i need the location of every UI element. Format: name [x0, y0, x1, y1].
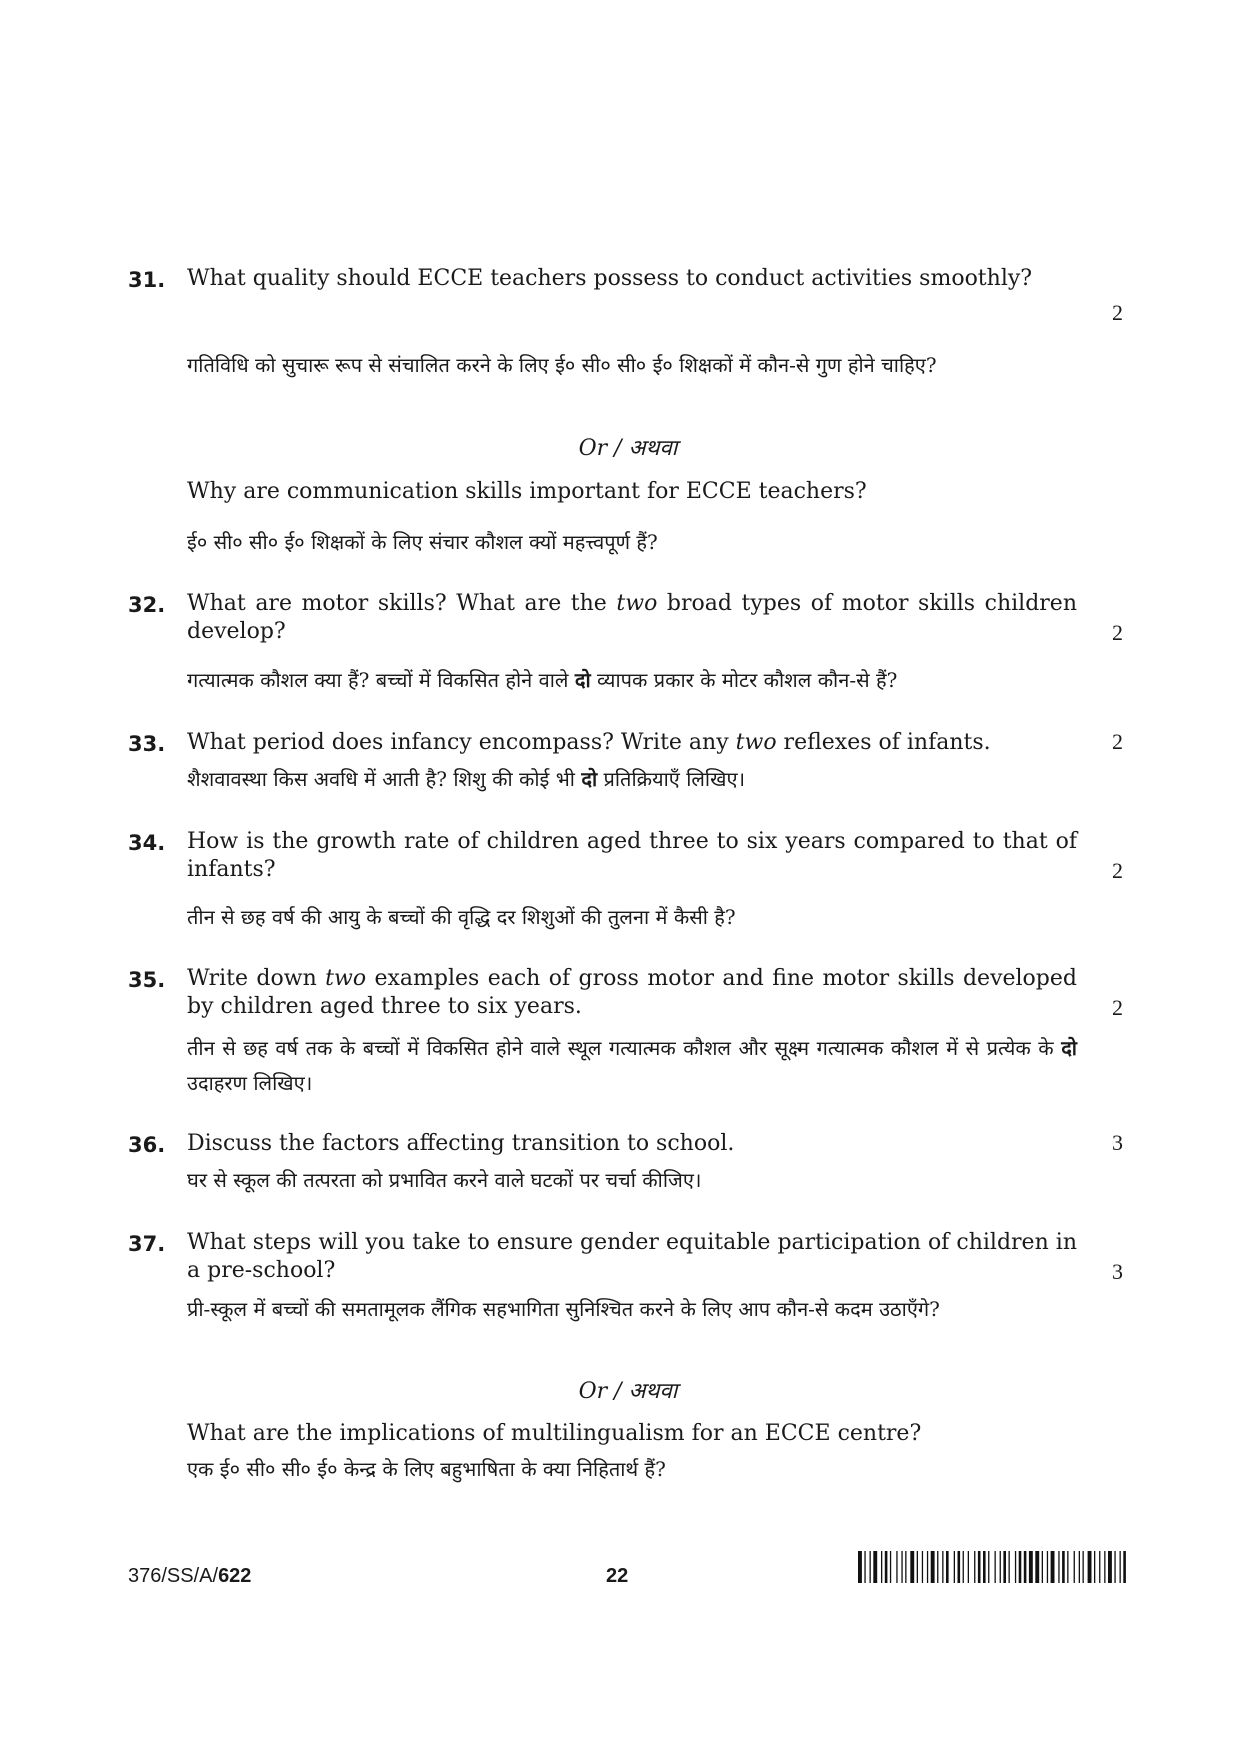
marks: 2 — [1112, 729, 1123, 754]
alt-question-text-en: Why are communication skills important for ECCE teachers? — [187, 479, 867, 504]
question-text-en: Discuss the factors affecting transition to school. — [187, 1131, 735, 1156]
question-text-hi: गत्यात्मक कौशल क्या हैं? बच्चों में विकसित होने वाले दो व्यापक प्रकार के मोटर कौशल कौन-से हैं? — [187, 668, 898, 692]
question-number: 32. — [128, 593, 166, 617]
marks: 2 — [1112, 995, 1123, 1020]
question-text-en: How is the growth rate of children aged three to six years compared to that of infants? — [187, 829, 1077, 882]
question-text-hi: प्री-स्कूल में बच्चों की समतामूलक लैंगिक सहभागिता सुनिश्चित करने के लिए आप कौन-से कदम उठाएँगे? — [187, 1297, 940, 1321]
question-text-hi: गतिविधि को सुचारू रूप से संचालित करने के लिए ई० सी० सी० ई० शिक्षकों में कौन-से गुण होने चाहिए? — [187, 353, 937, 377]
alt-question-text-en: What are the implications of multilingualism for an ECCE centre? — [187, 1421, 922, 1446]
emphasis: two — [325, 966, 367, 991]
marks: 2 — [1112, 620, 1123, 645]
or-label: Or / अथवा — [578, 436, 678, 461]
alt-question-text-hi: ई० सी० सी० ई० शिक्षकों के लिए संचार कौशल क्यों महत्त्वपूर्ण हैं? — [187, 530, 658, 554]
marks: 3 — [1112, 1259, 1123, 1284]
question-text-en: Write down two examples each of gross motor and fine motor skills developed by children aged three to six years. — [187, 966, 1077, 1019]
marks: 3 — [1112, 1130, 1123, 1155]
question-text-en: What are motor skills? What are the two broad types of motor skills children develop? — [187, 591, 1077, 644]
question-number: 31. — [128, 268, 166, 292]
question-text-hi: घर से स्कूल की तत्परता को प्रभावित करने वाले घटकों पर चर्चा कीजिए। — [187, 1168, 702, 1192]
question-number: 34. — [128, 831, 166, 855]
question-text-en: What period does infancy encompass? Write any two reflexes of infants. — [187, 730, 991, 755]
question-text-hi: तीन से छह वर्ष की आयु के बच्चों की वृद्धि दर शिशुओं की तुलना में कैसी है? — [187, 905, 736, 929]
page-number: 22 — [606, 1565, 629, 1587]
marks: 2 — [1112, 300, 1123, 325]
question-text-hi: तीन से छह वर्ष तक के बच्चों में विकसित होने वाले स्थूल गत्यात्मक कौशल और सूक्ष्म गत्यात्मक कौशल में से प्रत्येक के दो उदाहरण लिखिए। — [187, 1036, 1077, 1095]
emphasis: two — [616, 591, 658, 616]
question-text-en: What steps will you take to ensure gender equitable participation of children in a pre-school? — [187, 1230, 1077, 1283]
question-number: 33. — [128, 732, 166, 756]
paper-code: 376/SS/A/622 — [128, 1565, 252, 1587]
emphasis: दो — [574, 668, 591, 692]
marks: 2 — [1112, 858, 1123, 883]
emphasis: दो — [581, 767, 598, 791]
question-number: 37. — [128, 1232, 166, 1256]
question-number: 35. — [128, 968, 166, 992]
question-text-en: What quality should ECCE teachers possess to conduct activities smoothly? — [187, 266, 1033, 291]
question-text-hi: शैशवावस्था किस अवधि में आती है? शिशु की कोई भी दो प्रतिक्रियाएँ लिखिए। — [187, 767, 746, 791]
question-number: 36. — [128, 1133, 166, 1157]
or-label: Or / अथवा — [578, 1379, 678, 1404]
emphasis: दो — [1061, 1036, 1077, 1060]
barcode-icon — [858, 1551, 1128, 1583]
emphasis: two — [735, 730, 777, 755]
alt-question-text-hi: एक ई० सी० सी० ई० केन्द्र के लिए बहुभाषिता के क्या निहितार्थ हैं? — [187, 1457, 666, 1481]
